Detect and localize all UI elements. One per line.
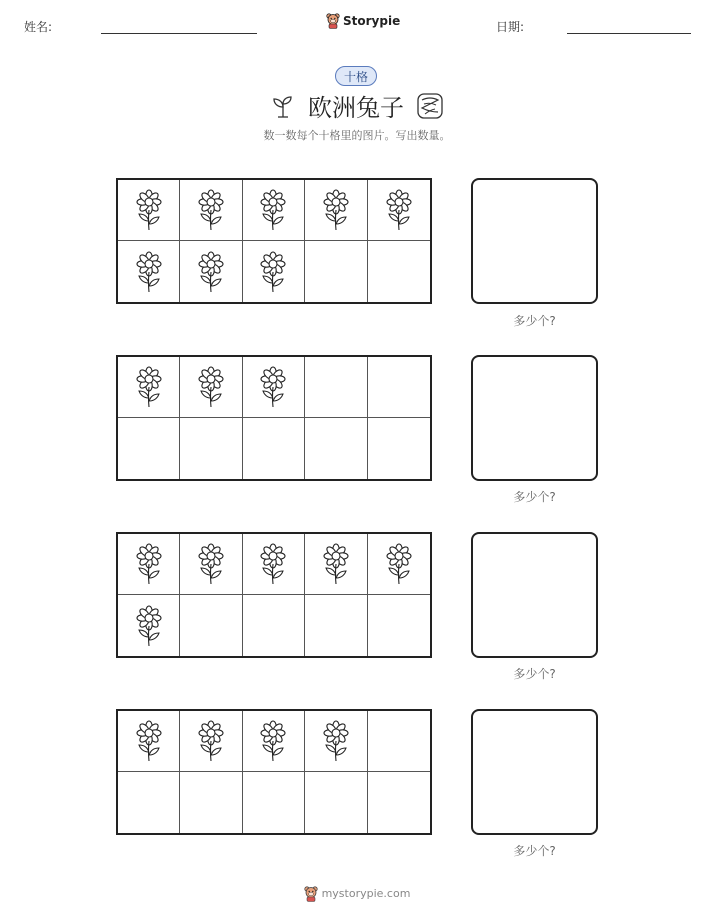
ten-frame-cell	[118, 772, 180, 833]
ten-frame-cell	[305, 180, 367, 241]
instructions: 数一数每个十格里的图片。写出数量。	[263, 129, 451, 142]
bear-mascot-icon	[326, 12, 340, 29]
flower-icon	[134, 604, 164, 648]
ten-frame-cell	[305, 357, 367, 418]
brand-name: Storypie	[343, 13, 401, 28]
flower-icon	[384, 542, 414, 586]
brand-logo	[326, 12, 400, 29]
ten-frame-cell	[180, 357, 242, 418]
ten-frame-cell	[243, 772, 305, 833]
flower-icon	[196, 188, 226, 232]
flower-icon	[258, 188, 288, 232]
flower-icon	[196, 250, 226, 294]
ten-frame	[116, 709, 432, 835]
flower-icon	[196, 542, 226, 586]
ten-frame-cell	[305, 534, 367, 595]
ten-frame-cell	[243, 241, 305, 302]
question-label: 多少个?	[513, 490, 556, 504]
flower-icon	[321, 719, 351, 763]
ten-frame-cell	[180, 595, 242, 656]
flower-icon	[258, 542, 288, 586]
ten-frame-cell	[305, 595, 367, 656]
date-label: 日期:	[496, 20, 525, 34]
ten-frame	[116, 355, 432, 481]
ten-frame-cell	[368, 180, 430, 241]
flower-icon	[258, 365, 288, 409]
ten-frame-cell	[243, 357, 305, 418]
ten-frame-cell	[243, 418, 305, 479]
ten-frame-cell	[243, 711, 305, 772]
ten-frame-cell	[305, 241, 367, 302]
question-label: 多少个?	[513, 844, 556, 858]
ten-frame-cell	[243, 595, 305, 656]
maze-icon	[416, 92, 444, 120]
flower-icon	[321, 542, 351, 586]
ten-frame-cell	[368, 357, 430, 418]
ten-frame-cell	[305, 418, 367, 479]
ten-frame-cell	[180, 180, 242, 241]
flower-icon	[321, 188, 351, 232]
flower-icon	[134, 250, 164, 294]
ten-frame-cell	[118, 418, 180, 479]
flower-icon	[134, 542, 164, 586]
answer-box[interactable]	[471, 355, 598, 481]
ten-frame-cell	[368, 772, 430, 833]
ten-frame-cell	[180, 711, 242, 772]
ten-frame-cell	[180, 772, 242, 833]
ten-frame-cell	[305, 711, 367, 772]
flower-icon	[134, 365, 164, 409]
ten-frame-cell	[118, 357, 180, 418]
ten-frame-cell	[368, 418, 430, 479]
ten-frame-cell	[118, 534, 180, 595]
answer-box[interactable]	[471, 178, 598, 304]
ten-frame-cell	[368, 595, 430, 656]
ten-frame-cell	[180, 241, 242, 302]
question-label: 多少个?	[513, 314, 556, 328]
ten-frame-cell	[305, 772, 367, 833]
flower-icon	[258, 250, 288, 294]
page-title	[0, 88, 714, 125]
title-text: 欧洲兔子	[308, 94, 404, 122]
flower-icon	[134, 719, 164, 763]
ten-frame-cell	[118, 180, 180, 241]
flower-icon	[384, 188, 414, 232]
sprout-icon	[270, 93, 296, 119]
ten-frame-cell	[118, 241, 180, 302]
flower-icon	[196, 719, 226, 763]
answer-box[interactable]	[471, 532, 598, 658]
ten-frame	[116, 178, 432, 304]
date-line[interactable]	[567, 33, 691, 34]
ten-frame-cell	[180, 418, 242, 479]
ten-frame-cell	[368, 241, 430, 302]
ten-frame-cell	[118, 711, 180, 772]
ten-frame-cell	[180, 534, 242, 595]
ten-frame-cell	[243, 180, 305, 241]
name-line[interactable]	[101, 33, 257, 34]
flower-icon	[258, 719, 288, 763]
question-label: 多少个?	[513, 667, 556, 681]
name-label: 姓名:	[24, 20, 53, 34]
answer-box[interactable]	[471, 709, 598, 835]
category-badge: 十格	[335, 66, 377, 86]
ten-frame-cell	[368, 534, 430, 595]
ten-frame-cell	[368, 711, 430, 772]
ten-frame-cell	[118, 595, 180, 656]
flower-icon	[196, 365, 226, 409]
flower-icon	[134, 188, 164, 232]
footer	[0, 885, 714, 902]
bear-mascot-icon	[304, 885, 318, 902]
ten-frame-cell	[243, 534, 305, 595]
ten-frame	[116, 532, 432, 658]
footer-url: mystorypie.com	[321, 887, 411, 900]
